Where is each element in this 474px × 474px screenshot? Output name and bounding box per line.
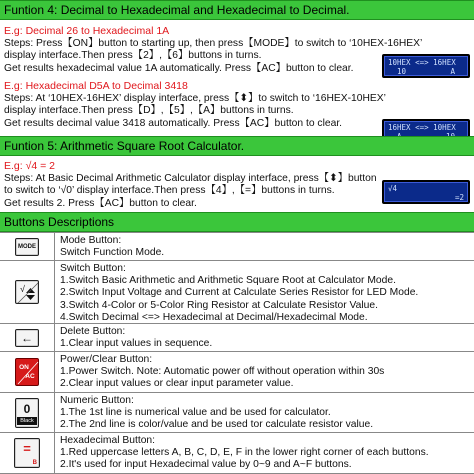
button-row-switch <box>0 260 474 323</box>
lcd-display-sqrt <box>382 180 470 204</box>
lcd-display-dec-to-hex <box>382 54 470 78</box>
power-ac-label: AC <box>25 373 35 380</box>
button-description <box>60 395 373 432</box>
button-description <box>60 435 429 472</box>
button-description <box>60 354 384 391</box>
left-arrow-icon: ← <box>21 330 33 345</box>
steps-line: Steps: At Basic Decimal Arithmetic Calculator display interface, press【⬍】button <box>4 173 377 184</box>
section-title-buttons: Buttons Descriptions <box>0 212 474 232</box>
button-icon-cell <box>0 352 55 392</box>
mode-key-label: MODE <box>18 243 36 250</box>
power-on-label: ON <box>19 364 29 371</box>
steps-sqrt <box>4 173 377 210</box>
lcd-row1: 10HEX <=> 16HEX <box>388 58 456 67</box>
description-line: Switch Function Mode. <box>60 247 165 259</box>
diagonal-divider <box>16 359 40 387</box>
lcd-row1: 16HEX <=> 10HEX <box>388 123 456 132</box>
steps-line: display interface.Then press【2】,【6】buttons in turns. <box>4 50 262 62</box>
lcd-row1: √4 <box>388 184 398 193</box>
description-line: 2.Clear input values or clear input parameter value. <box>60 378 294 390</box>
lcd-row2-left: 10 <box>388 67 407 76</box>
sqrt-symbol: √ <box>20 284 25 294</box>
description-line: Switch Button: <box>60 263 126 274</box>
steps-line: display interface.Then press【D】,【5】,【A】buttons in turns. <box>4 105 294 117</box>
button-icon-cell <box>0 393 55 432</box>
steps-line: to switch to ‘√0’ display interface.Then press【4】,【=】buttons in turns. <box>4 185 335 197</box>
numeric-key-icon <box>15 398 39 428</box>
example-label-sqrt: E.g: √4 = 2 <box>4 160 56 172</box>
switch-key-icon <box>15 280 39 304</box>
diagonal-divider <box>16 281 40 305</box>
button-description <box>60 235 164 259</box>
button-description <box>60 263 418 324</box>
steps-line: Get results 2. Press【AC】button to clear. <box>4 197 197 209</box>
description-line: Numeric Button: <box>60 395 134 406</box>
button-icon-cell <box>0 233 55 260</box>
description-line: Mode Button: <box>60 235 122 246</box>
delete-key-icon <box>15 329 39 347</box>
description-line: 1.Clear input values in sequence. <box>60 338 213 350</box>
description-line: 1.Red uppercase letters A, B, C, D, E, F in the lower right corner of each buttons. <box>60 447 429 459</box>
hex-key-letter: B <box>32 460 37 466</box>
button-row-mode <box>0 232 474 260</box>
description-line: 3.Switch 4-Color or 5-Color Ring Resistor at Calculate Resistor Value. <box>60 299 378 311</box>
steps-line: Steps: At ‘10HEX-16HEX’ display interface, press【⬍】to switch to ‘16HEX-10HEX’ <box>4 93 386 104</box>
description-line: 2.The 2nd line is color/value and be used tor calculate resistor value. <box>60 419 374 431</box>
description-line: Delete Button: <box>60 326 126 337</box>
button-row-delete <box>0 323 474 351</box>
button-row-power-clear <box>0 351 474 392</box>
description-line: 1.Power Switch. Note: Automatic power off without operation within 30s <box>60 366 385 378</box>
description-line: 1.Switch Basic Arithmetic and Arithmetic Square Root at Calculator Mode. <box>60 275 396 287</box>
numeric-key-digit: 0 <box>23 401 31 416</box>
steps-line: Get results hexadecimal value 1A automatically. Press【AC】button to clear. <box>4 62 354 74</box>
button-icon-cell <box>0 324 55 351</box>
hex-key-icon <box>14 438 40 468</box>
steps-dec-to-hex <box>4 38 422 75</box>
hex-key-equals: = <box>23 441 31 456</box>
numeric-key-color: Black <box>17 417 37 425</box>
button-icon-cell <box>0 261 55 323</box>
lcd-row2-right: A <box>450 67 464 76</box>
description-line: 2.It's used for input Hexadecimal value by 0~9 and A~F buttons. <box>60 459 352 471</box>
section-title-function-5: Funtion 5: Arithmetic Square Root Calculator. <box>0 136 474 156</box>
description-line: Power/Clear Button: <box>60 354 153 365</box>
lcd-row2-right: =2 <box>454 193 464 202</box>
button-icon-cell <box>0 433 55 473</box>
button-row-numeric <box>0 392 474 432</box>
power-key-icon <box>15 358 39 386</box>
description-line: Hexadecimal Button: <box>60 435 156 446</box>
description-line: 4.Switch Decimal <=> Hexadecimal at Decimal/Hexadecimal Mode. <box>60 311 368 323</box>
example-label-hex-to-dec: E.g: Hexadecimal D5A to Decimal 3418 <box>4 80 188 92</box>
example-label-dec-to-hex: E.g: Decimal 26 to Hexadecimal 1A <box>4 25 170 37</box>
steps-line: Get results decimal value 3418 automatically. Press【AC】button to clear. <box>4 117 343 129</box>
section-title-function-4: Funtion 4: Decimal to Hexadecimal and Hexadecimal to Decimal. <box>0 0 474 20</box>
mode-key-icon <box>15 238 39 256</box>
button-row-hexadecimal <box>0 432 474 474</box>
button-description <box>60 326 212 350</box>
description-line: 2.Switch Input Voltage and Current at Calculate Series Resistor for LED Mode. <box>60 287 419 299</box>
steps-hex-to-dec <box>4 93 386 130</box>
steps-line: Steps: Press【ON】button to starting up, then press【MODE】to switch to ‘10HEX-16HEX’ <box>4 38 423 49</box>
description-line: 1.The 1st line is numerical value and be used for calculator. <box>60 407 331 419</box>
